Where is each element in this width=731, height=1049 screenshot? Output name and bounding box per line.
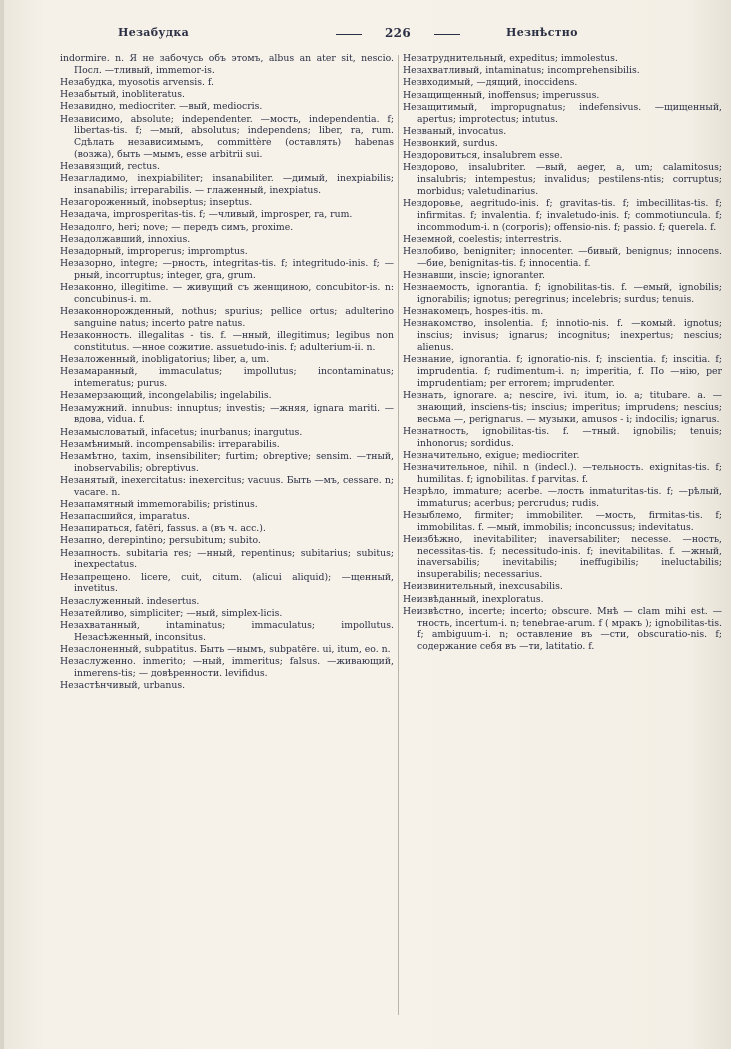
dictionary-entry: Незваный, invocatus. <box>403 125 507 137</box>
dictionary-entry: Незабытый, inobliteratus. <box>60 89 185 101</box>
dictionary-entry: Незаслоненный, subpatitus. Быть —нымъ, subpatēre. ui, itum, eo. n. <box>60 643 391 655</box>
left-column <box>60 53 394 1043</box>
dictionary-entry: Незавидно, mediocriter. —вый, mediocris. <box>60 101 263 113</box>
dictionary-entry: Неизвинительный, inexcusabilis. <box>403 581 563 593</box>
dictionary-entry: Незанятый, inexercitatus: inexercitus; vacuus. Быть —мъ, cessare. n; vacare. n. <box>60 474 394 498</box>
page-number: 226 <box>338 26 458 40</box>
dictionary-entry: Незагладимо, inexpiabiliter; insanabiliter. —димый, inexpiabilis; insanabilis; irreparabilis. — глаженный, inexpiatus. <box>60 173 394 197</box>
dictionary-entry: Незапрещено. licere, cuit, citum. (alicui aliquid); —щенный, invetitus. <box>60 571 394 595</box>
column-divider <box>398 55 399 1015</box>
dictionary-entry: Незащитимый, impropugnatus; indefensivus. —щищенный, apertus; improtectus; intutus. <box>403 101 722 125</box>
dictionary-entry: Незвонкий, surdus. <box>403 137 498 149</box>
dictionary-entry: Незнавши, inscie; ignoranter. <box>403 270 546 282</box>
dictionary-entry: Незамысловатый, infacetus; inurbanus; inargutus. <box>60 426 303 438</box>
dictionary-entry: Незаложенный, inobligatorius; liber, a, um. <box>60 354 270 366</box>
dictionary-entry: Незабудка, myosotis arvensis. f. <box>60 76 214 88</box>
dictionary-entry: Незатруднительный, expeditus; immolestus. <box>403 53 618 64</box>
dictionary-entry: Незаконно, illegitime. — живущий съ женщиною, concubitor-is. n: concubinus-i. m. <box>60 282 394 306</box>
dictionary-entry: Неизвѣстно, incerte; incerto; obscure. Мнѣ — clam mihi est. —тность, incertum-i. n; tenebrae-arum. f ( мракъ ); ignobilitas-tis. f; ambiguum-i. n; оставление въ —сти, obscuratio-nis. f; содержание себя въ —ти, latitatio. f. <box>403 605 722 653</box>
dictionary-entry: Незамаранный, immaculatus; impollutus; incontaminatus; intemeratus; purus. <box>60 366 394 390</box>
dictionary-entry: Неземной, coelestis; interrestris. <box>403 233 562 245</box>
dictionary-entry: Нездоровиться, insalubrem esse. <box>403 150 563 162</box>
dictionary-entry: Незвходимый, —дящий, inoccidens. <box>403 77 578 89</box>
dictionary-entry: Незапираться, fatēri, fassus. a (въ ч. acc.). <box>60 523 266 535</box>
dictionary-entry: Незлобиво, benigniter; innocenter. —бивый, benignus; innocens. —бие, benignitas-tis. f; innocentia. f. <box>403 246 722 269</box>
dictionary-entry: indormire. n. Я не забочусь объ этомъ, albus an ater sit, nescio. Посл. —тливый, immemor-is. <box>60 53 394 76</box>
dictionary-entry: Незапность. subitaria res; —нный, repentinus; subitarius; subitus; inexpectatus. <box>60 547 394 571</box>
dictionary-entry: Незаслуженно. inmerito; —ный, immeritus; falsus. —живающий, inmerens-tis; — довѣренности. levifidus. <box>60 656 394 679</box>
dictionary-entry: Незавязщий, rectus. <box>60 161 160 173</box>
dictionary-entry: Незначительно, exigue; mediocriter. <box>403 449 580 461</box>
dictionary-entry: Незапасшийся, imparatus. <box>60 511 190 523</box>
dictionary-entry: Незамѣтно, taxim, insensibiliter; furtim; obreptive; sensim. —тный, inobservabilis; obreptivus. <box>60 450 394 474</box>
dictionary-entry: Незнакомство, insolentia. f; innotio-nis. f. —комый. ignotus; inscius; invisus; ignarus; incognitus; inexpertus; nescius; alienus. <box>403 318 722 353</box>
dictionary-entry: Незаслуженный. indesertus. <box>60 595 200 607</box>
dictionary-entry: Незнаемость, ignorantia. f; ignobilitas-tis. f. —емый, ignobilis; ignorabilis; ignotus; peregrinus; incelebris; surdus; tenuis. <box>403 282 722 306</box>
dictionary-entry: Незапно, derepintino; persubitum; subito. <box>60 535 261 547</box>
dictionary-entry: Незнакомецъ, hospes-itis. m. <box>403 306 544 318</box>
dictionary-entry: Неизвѣданный, inexploratus. <box>403 593 544 605</box>
dictionary-entry: Незаконнорожденный, nothus; spurius; pellice ortus; adulterino sanguine natus; incerto patre natus. <box>60 306 394 329</box>
dictionary-entry: Незапамятный immemorabilis; pristinus. <box>60 498 258 510</box>
dictionary-entry: Незахватанный, intaminatus; immaculatus; impollutus. Незасѣженный, inconsitus. <box>60 619 394 643</box>
dictionary-entry: Незнать, ignorare. a; nescire, ivi. itum, io. a; titubare. a. — знающий, insciens-tis; inscius; imperitus; imprudens; nescius; весьма —, perignarus. — музыки, amusos - i; indocilis; ignarus. <box>403 389 722 425</box>
dictionary-entry: Незадолго, heri; nove; — передъ симъ, proxime. <box>60 221 294 233</box>
dictionary-entry: Незаконность. illegalitas - tis. f. —нный, illegitimus; legibus non constitutus. —нное сожитие. assuetudo-inis. f; adulterium-ii. n. <box>60 330 394 353</box>
dictionary-entry: Незахватливый, intaminatus; incomprehensibilis. <box>403 65 640 77</box>
running-head-right: Незнѣстно <box>506 26 578 39</box>
page-edge <box>0 0 4 1049</box>
dictionary-entry: Незнатность, ignobilitas-tis. f. —тный. ignobilis; tenuis; inhonorus; sordidus. <box>403 425 722 449</box>
dictionary-entry: Незастѣнчивый, urbanus. <box>60 680 186 692</box>
dictionary-entry: Незадача, improsperitas-tis. f; —чливый, improsper, ra, rum. <box>60 209 353 221</box>
dictionary-entry: Незадорный, improperus; impromptus. <box>60 246 248 258</box>
right-column <box>403 53 722 1043</box>
dictionary-entry: Незавиcимо, absolute; independenter. —мость, independentia. f; libertas-tis. f; —мый, absolutus; independens; liber, ra, rum. Сдѣлать независимымъ, committère (оставлять) habenas (возжа), быть —мымъ, esse arbitrii sui. <box>60 113 394 160</box>
dictionary-entry: Незамерзающий, incongelabilis; ingelabilis. <box>60 390 272 402</box>
dictionary-entry: Незрѣло, immature; acerbe. —лость inmaturitas-tis. f; —рѣлый, immaturus; acerbus; percrudus; rudis. <box>403 485 722 509</box>
dictionary-entry: Незамужний. innubus: innuptus; investis; —жняя, ignara mariti. — вдова, vidua. f. <box>60 402 394 426</box>
dictionary-entry: Незащищенный, inoffensus; imperussus. <box>403 89 600 101</box>
dictionary-entry: Незадолжавший, innoxius. <box>60 233 191 245</box>
dictionary-entry: Незатейливо, simpliciter; —ный, simplex-licis. <box>60 607 283 619</box>
dictionary-entry: Незначительное, nihil. n (indecl.). —тельность. exignitas-tis. f; humilitas. f; ignobilitas. f parvitas. f. <box>403 461 722 485</box>
dictionary-entry: Нездоровье, aegritudo-inis. f; gravitas-tis. f; imbecillitas-tis. f; infirmitas. f; invalentia. f; invaletudo-inis. f; commotiuncula. f; incommodum-i. n (corporis); offensio-nis. f; passio. f; querela. f. <box>403 198 722 233</box>
dictionary-entry: Незнание, ignorantia. f; ignoratio-nis. f; inscientia. f; inscitia. f; imprudentia. f; rudimentum-i. n; imperitia, f. По —нію, per imprudentiam; per errorem; imprudenter. <box>403 354 722 389</box>
running-head-left: Незабудка <box>118 26 190 39</box>
dictionary-entry: Нездорово, insalubriter. —вый, aeger, a, um; calamitosus; insalubris; intempestus; invalidus; pestilens-ntis; corruptus; morbidus; valetudinarius. <box>403 162 722 197</box>
dictionary-entry: Неизбѣжно, inevitabiliter; inaversabiliter; necesse. —ность, necessitas-tis. f; necessitudo-inis. f; inevitabilitas. f. —жный, inaversabilis; inevitabilis; ineffugibilis; ineluctabilis; insuperabilis; necessarius. <box>403 533 722 581</box>
dictionary-entry: Незыблемо, firmiter; immobiliter. —мость, firmitas-tis. f; immobilitas. f. —мый, immobilis; inconcussus; indevitatus. <box>403 509 722 533</box>
dictionary-entry: Незамѣнимый. incompensabilis: irreparabilis. <box>60 438 280 450</box>
dictionary-entry: Незазорно, integre; —рность, integritas-tis. f; integritudo-inis. f; —рный, incorruptus; integer, gra, grum. <box>60 258 394 282</box>
dictionary-entry: Незагороженный, inobseptus; inseptus. <box>60 197 253 209</box>
